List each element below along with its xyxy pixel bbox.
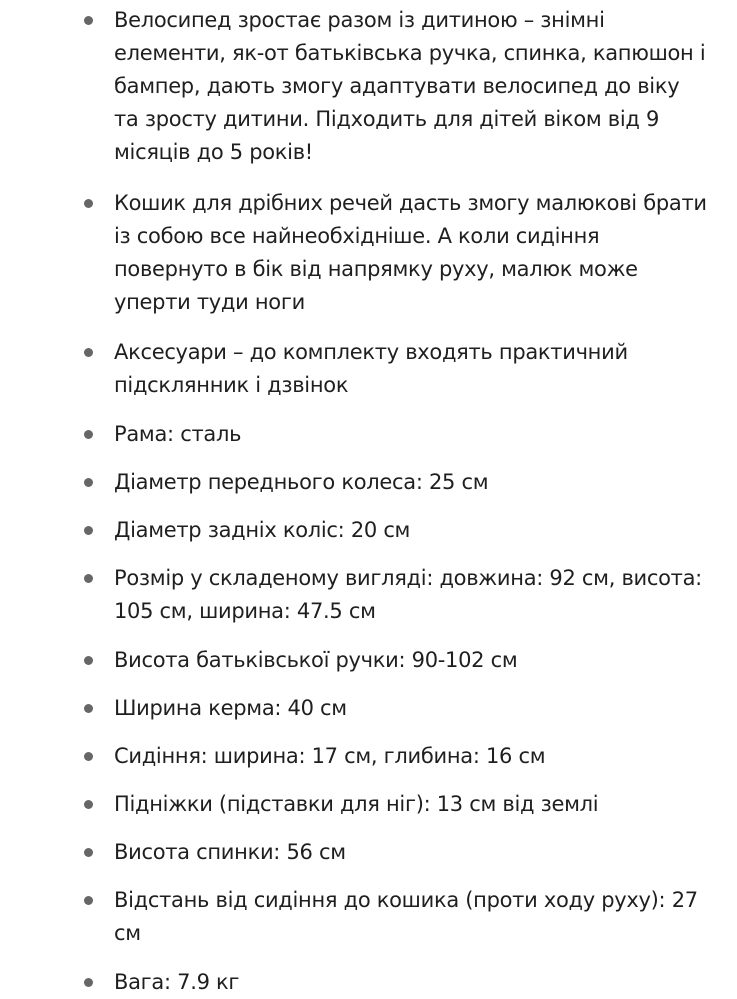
list-item-text: Діаметр переднього колеса: 25 см [114, 470, 489, 494]
bullet-icon [84, 478, 93, 487]
list-item-text: Вага: 7.9 кг [114, 970, 240, 994]
bullet-icon [84, 574, 93, 583]
list-item-text: Кошик для дрібних речей дасть змогу малюкові брати із собою все найнеобхідніше. А коли сидіння повернуто в бік від напрямку руху, малюк може уперти туди ноги [114, 191, 707, 314]
bullet-icon [84, 800, 93, 809]
list-item-text: Висота спинки: 56 см [114, 840, 346, 864]
list-item-text: Діаметр задніх коліс: 20 см [114, 518, 411, 542]
bullet-icon [84, 16, 93, 25]
list-item-text: Аксесуари – до комплекту входять практичний підсклянник і дзвінок [114, 340, 628, 397]
bullet-icon [84, 978, 93, 987]
bullet-icon [84, 348, 93, 357]
list-item-text: Велосипед зростає разом із дитиною – знімні елементи, як-от батьківська ручка, спинка, капюшон і бампер, дають змогу адаптувати велосипед до віку та зросту дитини. Підходить для дітей віком від 9 місяців до 5 років! [114, 8, 706, 164]
bullet-icon [84, 704, 93, 713]
list-item-text: Підніжки (підставки для ніг): 13 см від землі [114, 792, 599, 816]
list-item-text: Висота батьківської ручки: 90-102 см [114, 648, 518, 672]
bullet-icon [84, 656, 93, 665]
bullet-icon [84, 199, 93, 208]
list-item-text: Рама: сталь [114, 422, 242, 446]
bullet-icon [84, 848, 93, 857]
list-item-text: Ширина керма: 40 см [114, 696, 347, 720]
bullet-icon [84, 896, 93, 905]
list-item-text: Розмір у складеному вигляді: довжина: 92 см, висота: 105 см, ширина: 47.5 см [114, 566, 702, 623]
list-item-text: Відстань від сидіння до кошика (проти ходу руху): 27 см [114, 888, 698, 945]
list-item-text: Сидіння: ширина: 17 см, глибина: 16 см [114, 744, 546, 768]
bullet-icon [84, 430, 93, 439]
bullet-icon [84, 752, 93, 761]
bullet-icon [84, 526, 93, 535]
